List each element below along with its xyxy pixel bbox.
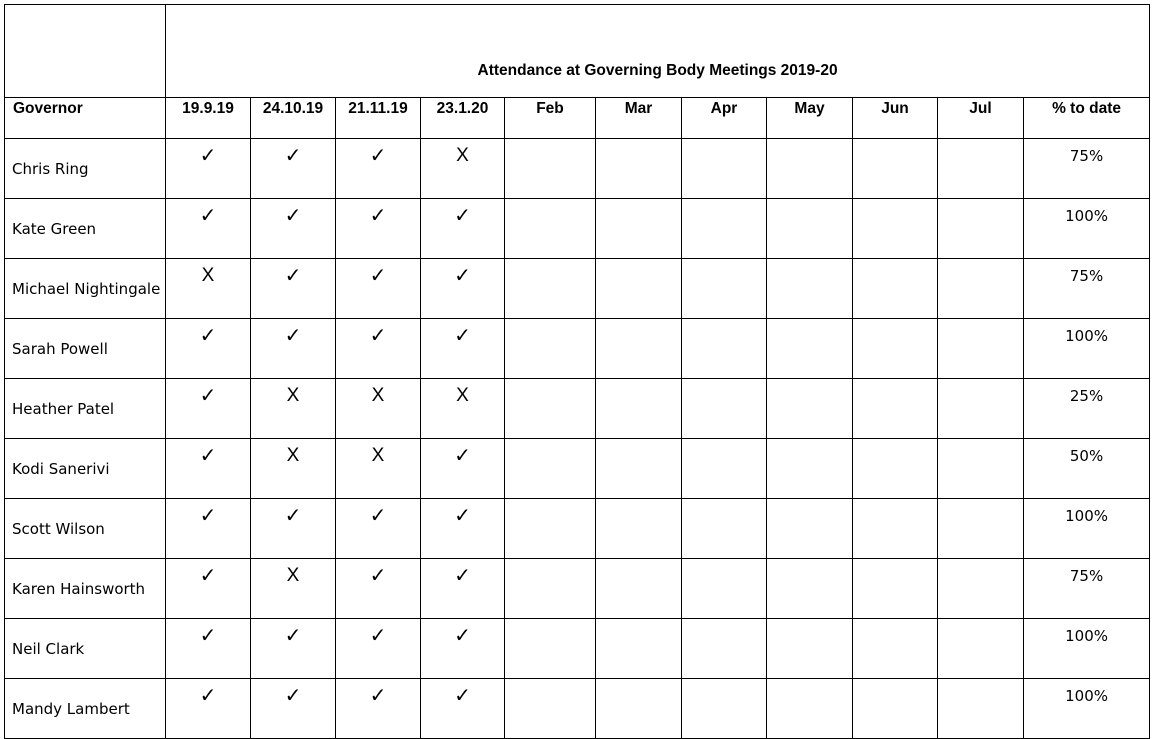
empty-cell <box>767 619 853 679</box>
check-icon: ✓ <box>369 323 387 347</box>
governor-name: Kate Green <box>5 199 166 259</box>
attended-cell <box>421 619 505 679</box>
empty-cell <box>853 319 938 379</box>
empty-cell <box>938 619 1024 679</box>
empty-cell <box>596 499 682 559</box>
governor-header: Governor <box>5 98 166 139</box>
attended-cell <box>166 439 251 499</box>
absent-cell <box>421 379 505 439</box>
pct-value: 50% <box>1024 439 1150 499</box>
empty-cell <box>505 319 596 379</box>
empty-cell <box>938 379 1024 439</box>
absent-cell <box>336 439 421 499</box>
column-header: Apr <box>682 98 767 139</box>
cross-icon: X <box>456 385 469 406</box>
pct-value: 100% <box>1024 199 1150 259</box>
attended-cell <box>251 139 336 199</box>
cross-icon: X <box>201 265 215 286</box>
empty-cell <box>596 139 682 199</box>
attended-cell <box>166 199 251 259</box>
empty-cell <box>767 499 853 559</box>
attended-cell <box>166 139 251 199</box>
governor-name: Scott Wilson <box>5 499 166 559</box>
column-header: Feb <box>505 98 596 139</box>
empty-cell <box>682 499 767 559</box>
empty-cell <box>682 379 767 439</box>
attended-cell <box>251 199 336 259</box>
empty-cell <box>596 559 682 619</box>
attended-cell <box>421 559 505 619</box>
check-icon: ✓ <box>369 623 387 647</box>
empty-cell <box>505 439 596 499</box>
absent-cell <box>251 379 336 439</box>
check-icon: ✓ <box>454 443 471 467</box>
attendance-table <box>4 4 1150 739</box>
empty-cell <box>853 259 938 319</box>
governor-name: Michael Nightingale <box>5 259 166 319</box>
check-icon: ✓ <box>284 263 302 287</box>
empty-cell <box>682 679 767 739</box>
empty-cell <box>853 379 938 439</box>
check-icon: ✓ <box>199 323 217 347</box>
attended-cell <box>166 559 251 619</box>
attended-cell <box>166 379 251 439</box>
empty-cell <box>505 679 596 739</box>
pct-value: 25% <box>1024 379 1150 439</box>
empty-cell <box>938 499 1024 559</box>
empty-cell <box>853 679 938 739</box>
attended-cell <box>336 559 421 619</box>
table-row <box>5 559 1150 619</box>
check-icon: ✓ <box>454 323 471 347</box>
empty-cell <box>505 619 596 679</box>
empty-cell <box>682 259 767 319</box>
check-icon: ✓ <box>284 203 302 227</box>
attended-cell <box>336 319 421 379</box>
cross-icon: X <box>286 565 300 586</box>
check-icon: ✓ <box>369 563 387 587</box>
attended-cell <box>336 679 421 739</box>
check-icon: ✓ <box>454 563 471 587</box>
check-icon: ✓ <box>454 203 471 227</box>
absent-cell <box>166 259 251 319</box>
empty-cell <box>596 319 682 379</box>
attended-cell <box>421 439 505 499</box>
pct-value: 75% <box>1024 139 1150 199</box>
empty-cell <box>767 679 853 739</box>
governor-name: Neil Clark <box>5 619 166 679</box>
table-row <box>5 619 1150 679</box>
pct-value: 100% <box>1024 319 1150 379</box>
empty-cell <box>505 499 596 559</box>
check-icon: ✓ <box>284 143 302 167</box>
column-header: 24.10.19 <box>251 98 336 139</box>
check-icon: ✓ <box>284 623 302 647</box>
empty-cell <box>682 619 767 679</box>
check-icon: ✓ <box>284 683 302 707</box>
empty-cell <box>767 559 853 619</box>
governor-name: Chris Ring <box>5 139 166 199</box>
empty-cell <box>505 559 596 619</box>
pct-value: 75% <box>1024 259 1150 319</box>
attended-cell <box>251 319 336 379</box>
absent-cell <box>251 559 336 619</box>
absent-cell <box>251 439 336 499</box>
table-row <box>5 379 1150 439</box>
check-icon: ✓ <box>369 503 387 527</box>
attended-cell <box>166 319 251 379</box>
check-icon: ✓ <box>454 623 471 647</box>
empty-cell <box>767 139 853 199</box>
empty-cell <box>767 259 853 319</box>
cross-icon: X <box>456 145 469 166</box>
governor-name: Mandy Lambert <box>5 679 166 739</box>
empty-cell <box>938 559 1024 619</box>
empty-cell <box>682 439 767 499</box>
empty-cell <box>682 319 767 379</box>
attended-cell <box>251 619 336 679</box>
column-header: 19.9.19 <box>166 98 251 139</box>
cross-icon: X <box>286 445 300 466</box>
empty-cell <box>767 199 853 259</box>
empty-cell <box>596 619 682 679</box>
empty-cell <box>938 139 1024 199</box>
table-row <box>5 439 1150 499</box>
attended-cell <box>166 499 251 559</box>
governor-name: Kodi Sanerivi <box>5 439 166 499</box>
attended-cell <box>251 679 336 739</box>
pct-value: 100% <box>1024 679 1150 739</box>
governor-name: Heather Patel <box>5 379 166 439</box>
governor-name: Karen Hainsworth <box>5 559 166 619</box>
check-icon: ✓ <box>199 203 217 227</box>
empty-cell <box>596 259 682 319</box>
empty-cell <box>596 679 682 739</box>
check-icon: ✓ <box>369 263 387 287</box>
check-icon: ✓ <box>454 683 471 707</box>
column-header: 23.1.20 <box>421 98 505 139</box>
check-icon: ✓ <box>454 503 471 527</box>
empty-cell <box>938 679 1024 739</box>
check-icon: ✓ <box>284 503 302 527</box>
attended-cell <box>421 319 505 379</box>
empty-cell <box>682 199 767 259</box>
empty-cell <box>853 559 938 619</box>
corner-cell <box>5 5 166 98</box>
column-header: Jun <box>853 98 938 139</box>
empty-cell <box>682 559 767 619</box>
column-header: May <box>767 98 853 139</box>
cross-icon: X <box>286 385 300 406</box>
attended-cell <box>336 259 421 319</box>
attended-cell <box>251 259 336 319</box>
header-row <box>5 98 1150 139</box>
check-icon: ✓ <box>199 383 217 407</box>
empty-cell <box>853 499 938 559</box>
empty-cell <box>938 259 1024 319</box>
check-icon: ✓ <box>284 323 302 347</box>
pct-value: 100% <box>1024 619 1150 679</box>
governor-name: Sarah Powell <box>5 319 166 379</box>
empty-cell <box>938 319 1024 379</box>
attended-cell <box>336 619 421 679</box>
title-row <box>5 5 1150 98</box>
empty-cell <box>853 199 938 259</box>
attended-cell <box>166 619 251 679</box>
empty-cell <box>596 379 682 439</box>
pct-header: % to date <box>1024 98 1150 139</box>
absent-cell <box>421 139 505 199</box>
table-row <box>5 319 1150 379</box>
check-icon: ✓ <box>199 503 217 527</box>
pct-value: 100% <box>1024 499 1150 559</box>
table-row <box>5 499 1150 559</box>
table-row <box>5 199 1150 259</box>
attended-cell <box>336 499 421 559</box>
empty-cell <box>767 439 853 499</box>
check-icon: ✓ <box>199 443 217 467</box>
check-icon: ✓ <box>454 263 471 287</box>
empty-cell <box>505 259 596 319</box>
check-icon: ✓ <box>369 143 387 167</box>
cross-icon: X <box>371 445 385 466</box>
empty-cell <box>596 439 682 499</box>
empty-cell <box>767 379 853 439</box>
attended-cell <box>336 139 421 199</box>
empty-cell <box>505 139 596 199</box>
column-header: Mar <box>596 98 682 139</box>
attended-cell <box>421 499 505 559</box>
empty-cell <box>505 379 596 439</box>
attended-cell <box>166 679 251 739</box>
cross-icon: X <box>371 385 385 406</box>
empty-cell <box>938 199 1024 259</box>
empty-cell <box>767 319 853 379</box>
empty-cell <box>938 439 1024 499</box>
empty-cell <box>596 199 682 259</box>
table-row <box>5 259 1150 319</box>
attended-cell <box>251 499 336 559</box>
table-title: Attendance at Governing Body Meetings 2019-20 <box>166 5 1150 98</box>
pct-value: 75% <box>1024 559 1150 619</box>
check-icon: ✓ <box>369 203 387 227</box>
check-icon: ✓ <box>199 143 217 167</box>
check-icon: ✓ <box>199 623 217 647</box>
table-row <box>5 679 1150 739</box>
empty-cell <box>853 439 938 499</box>
empty-cell <box>505 199 596 259</box>
empty-cell <box>682 139 767 199</box>
absent-cell <box>336 379 421 439</box>
attended-cell <box>421 679 505 739</box>
empty-cell <box>853 619 938 679</box>
column-header: Jul <box>938 98 1024 139</box>
attended-cell <box>421 259 505 319</box>
table-row <box>5 139 1150 199</box>
attended-cell <box>336 199 421 259</box>
empty-cell <box>853 139 938 199</box>
attended-cell <box>421 199 505 259</box>
column-header: 21.11.19 <box>336 98 421 139</box>
check-icon: ✓ <box>199 683 217 707</box>
check-icon: ✓ <box>369 683 387 707</box>
check-icon: ✓ <box>199 563 217 587</box>
